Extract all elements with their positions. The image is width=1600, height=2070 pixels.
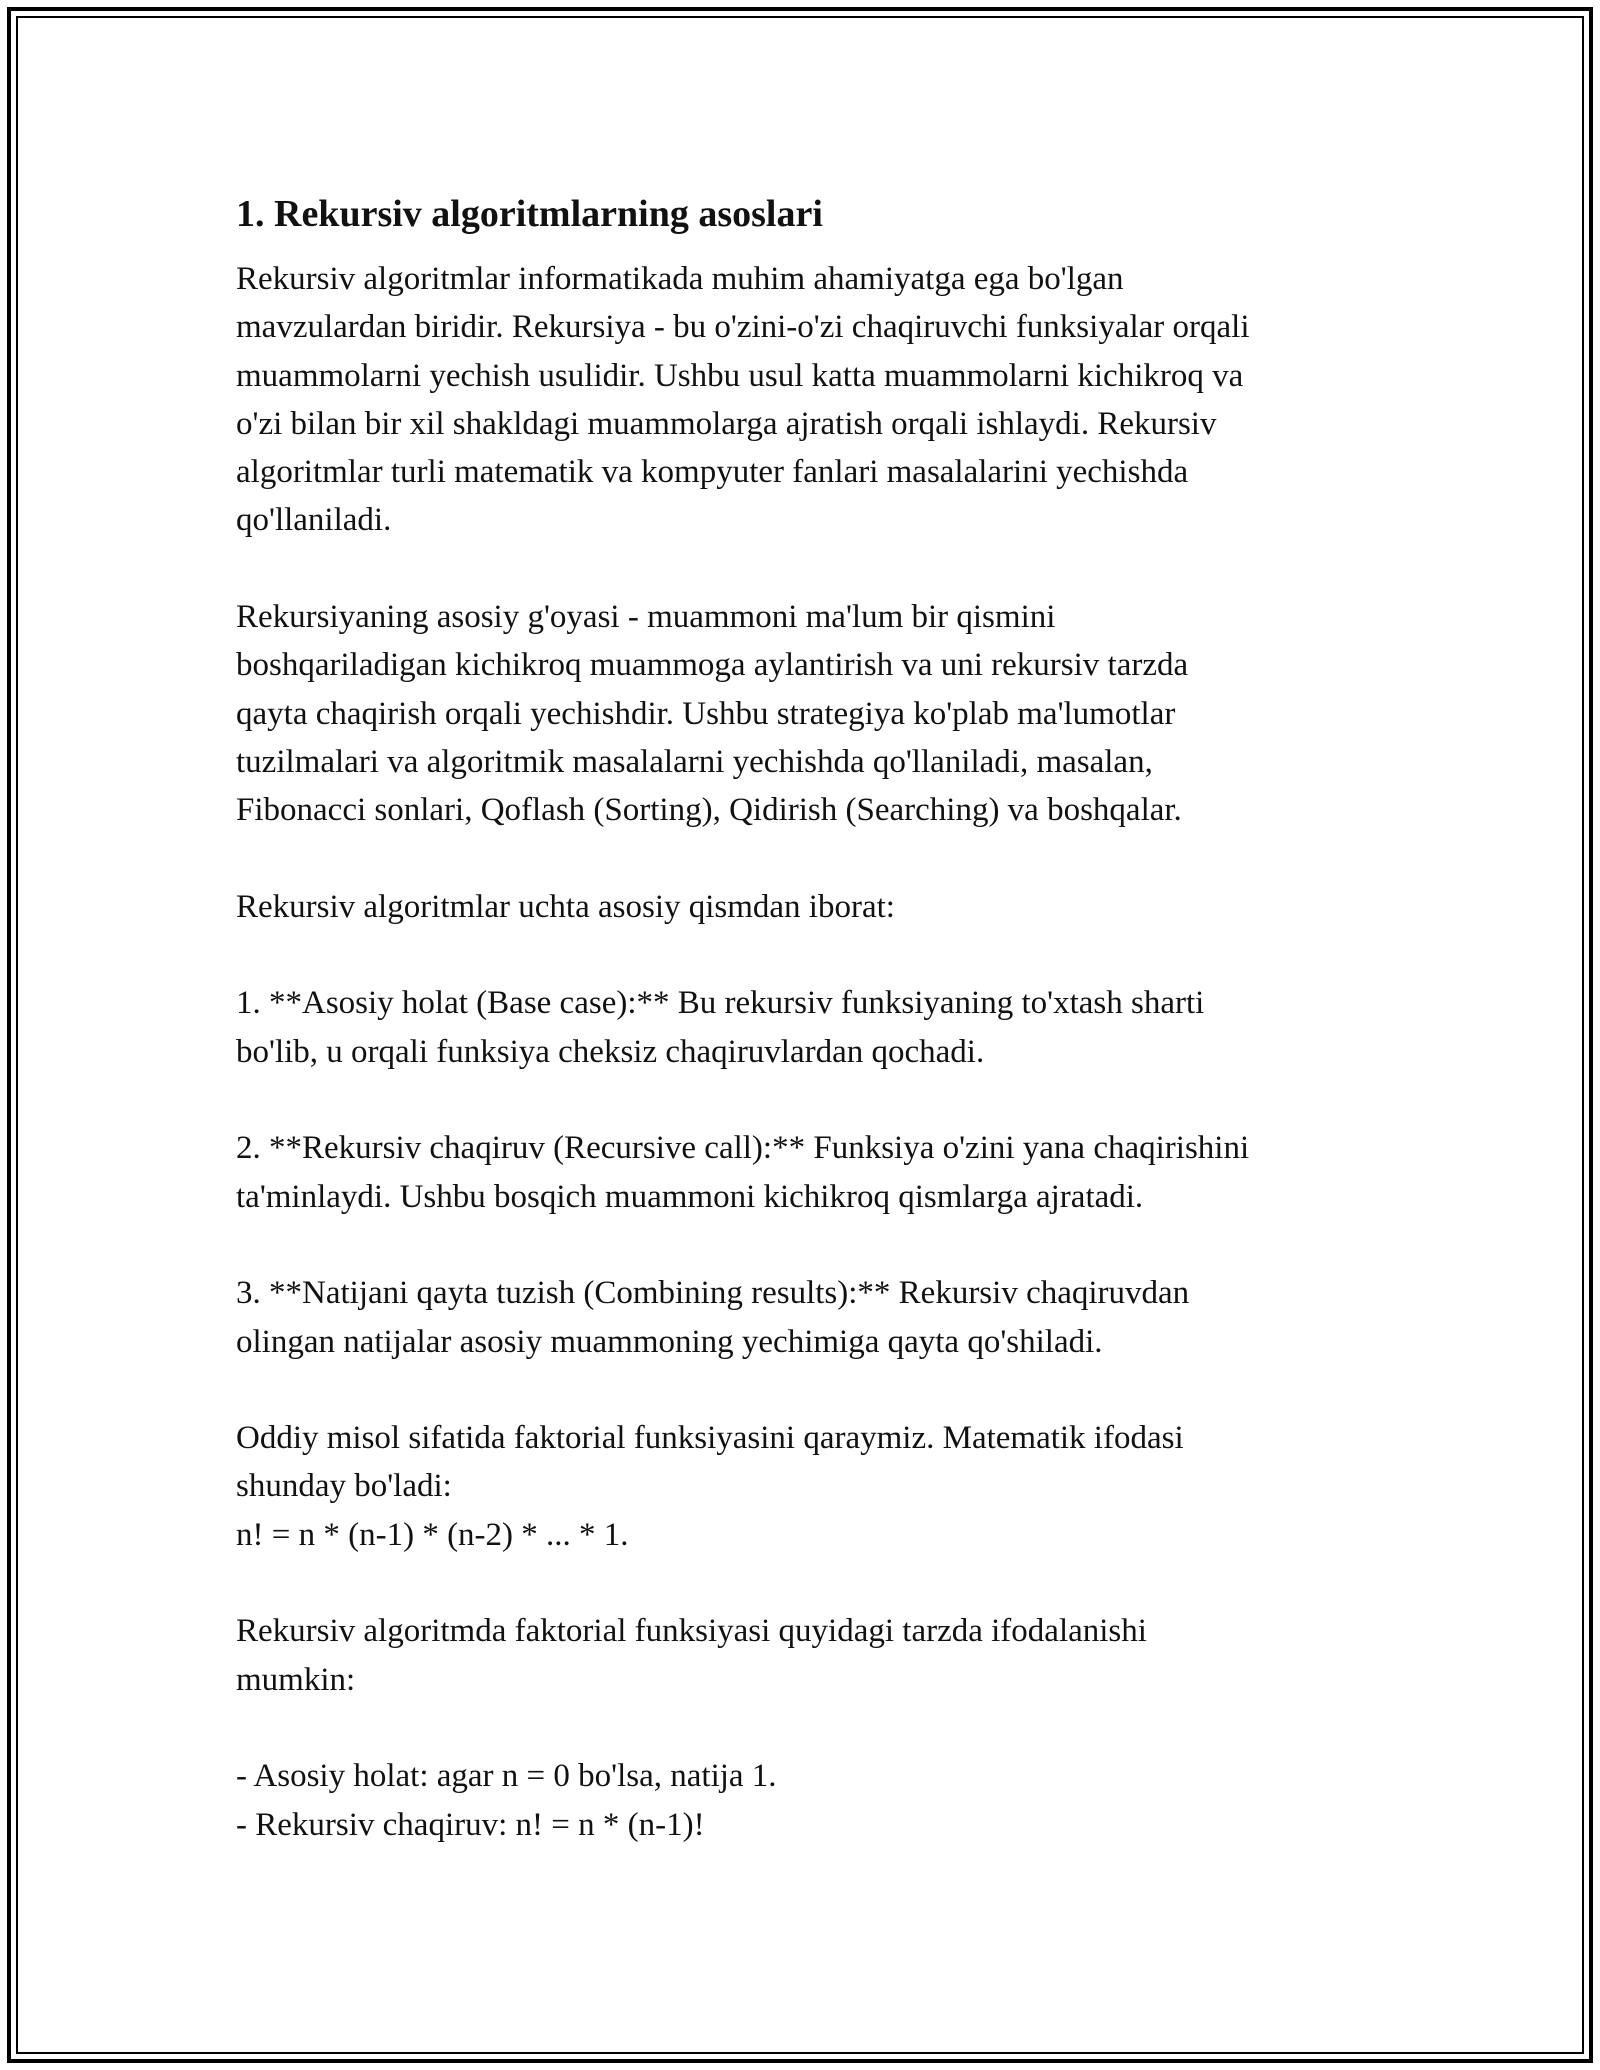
document-content <box>236 183 1376 1849</box>
section-title: 1. Rekursiv algoritmlarning asoslari <box>236 193 823 235</box>
section-body-text: Rekursiv algoritmlar informatikada muhim ahamiyatga ega bo'lgan mavzulardan biridir. Rekursiya - bu o'zini-o'zi chaqiruvchi funksiyalar orqali muammolarni yechish usulidir. Ushbu usul katta muammolarni kichikroq va o'zi bilan bir xil shakldagi muammolarga ajratish orqali ishlaydi. Rekursiv algoritmlar turli matematik va kompyuter fanlari masalalarini yechishda qo'llaniladi. Rekursiyaning asosiy g'oyasi - muammoni ma'lum bir qismini boshqariladigan kichikroq muammoga aylantirish va uni rekursiv tarzda qayta chaqirish orqali yechishdir. Ushbu strategiya ko'plab ma'lumotlar tuzilmalari va algoritmik masalalarni yechishda qo'llaniladi, masalan, Fibonacci sonlari, Qoflash (Sorting), Qidirish (Searching) va boshqalar. Rekursiv algoritmlar uchta asosiy qismdan iborat: 1. **Asosiy holat (Base case):** Bu rekursiv funksiyaning to'xtash sharti bo'lib, u orqali funksiya cheksiz chaqiruvlardan qochadi. 2. **Rekursiv chaqiruv (Recursive call):** Funksiya o'zini yana chaqirishini ta'minlaydi. Ushbu bosqich muammoni kichikroq qismlarga ajratadi. 3. **Natijani qayta tuzish (Combining results):** Rekursiv chaqiruvdan olingan natijalar asosiy muammoning yechimiga qayta qo'shiladi. Oddiy misol sifatida faktorial funksiyasini qaraymiz. Matematik ifodasi shunday bo'ladi: n! = n * (n-1) * (n-2) * ... * 1. Rekursiv algoritmda faktorial funksiyasi quyidagi tarzda ifodalanishi mumkin: - Asosiy holat: agar n = 0 bo'lsa, natija 1. - Rekursiv chaqiruv: n! = n * (n-1)! <box>236 261 1250 1843</box>
